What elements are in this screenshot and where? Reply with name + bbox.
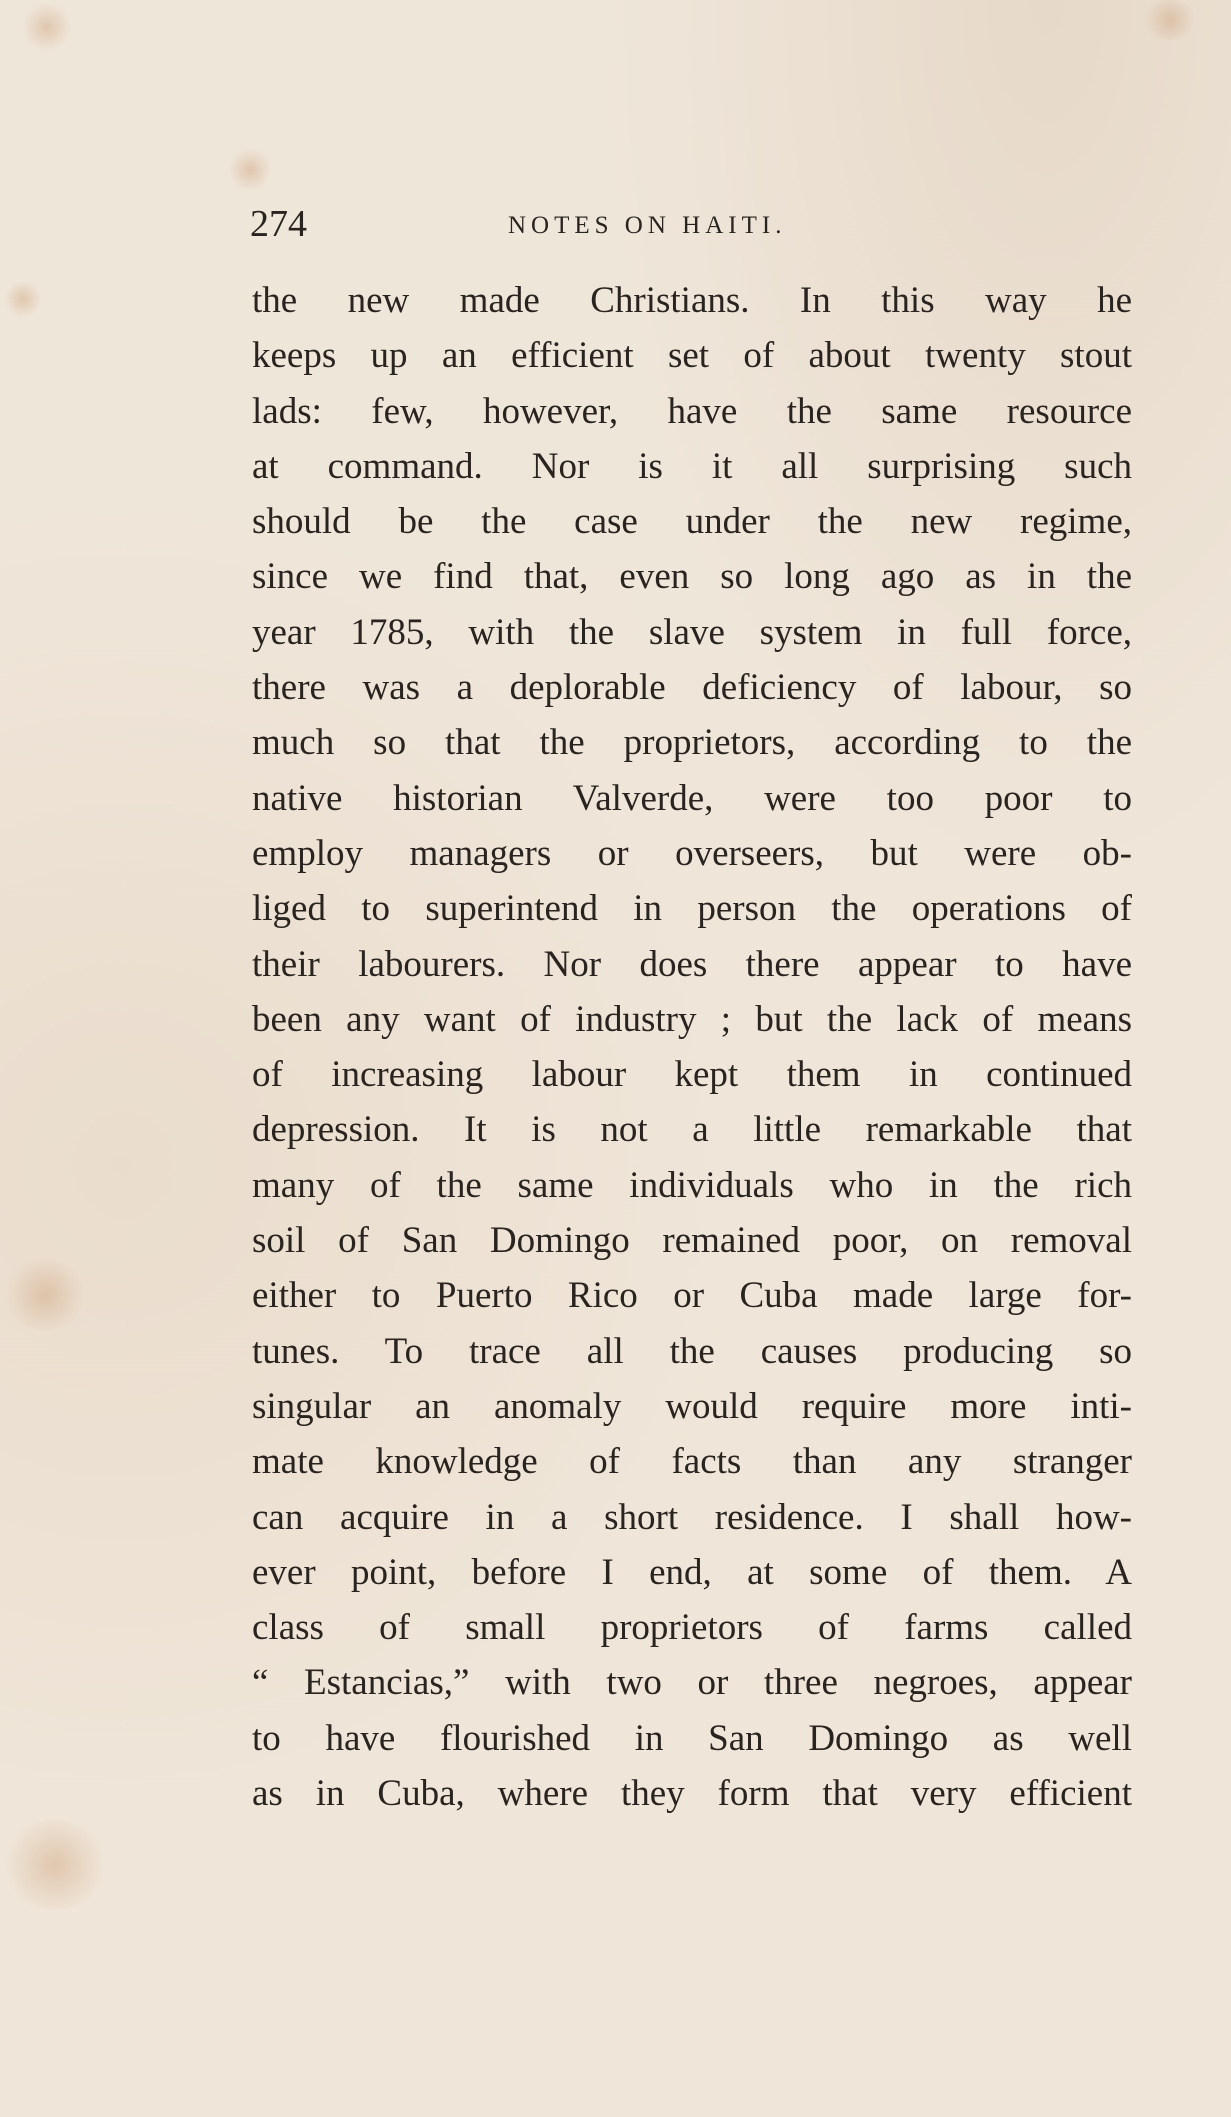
text-line: as in Cuba, where they form that very efficient [252, 1773, 1132, 1815]
page-number: 274 [250, 203, 307, 245]
text-line: can acquire in a short residence. I shall how- [252, 1496, 1132, 1538]
text-line: since we find that, even so long ago as in the [252, 556, 1132, 598]
text-line: liged to superintend in person the operations of [252, 888, 1132, 930]
foxing-stain [228, 148, 272, 192]
text-line: employ managers or overseers, but were ob- [252, 832, 1132, 874]
text-line: keeps up an efficient set of about twenty stout [252, 335, 1132, 377]
foxing-stain [1140, 0, 1200, 40]
text-line: there was a deplorable deficiency of labour, so [252, 667, 1132, 709]
foxing-stain [22, 2, 72, 52]
foxing-stain [0, 1820, 110, 1910]
foxing-stain [4, 280, 42, 318]
text-line: tunes. To trace all the causes producing so [252, 1330, 1132, 1372]
text-line: lads: few, however, have the same resource [252, 390, 1132, 432]
text-line: class of small proprietors of farms called [252, 1607, 1132, 1649]
text-line: to have flourished in San Domingo as well [252, 1717, 1132, 1759]
text-line: much so that the proprietors, according to the [252, 722, 1132, 764]
text-line: their labourers. Nor does there appear to have [252, 943, 1132, 985]
text-line: many of the same individuals who in the rich [252, 1164, 1132, 1206]
text-line: year 1785, with the slave system in full force, [252, 611, 1132, 653]
text-line: the new made Christians. In this way he [252, 280, 1132, 321]
text-line: soil of San Domingo remained poor, on removal [252, 1220, 1132, 1262]
page-header [250, 200, 1130, 250]
text-line: should be the case under the new regime, [252, 501, 1132, 543]
text-line: of increasing labour kept them in continued [252, 1054, 1132, 1096]
text-line: depression. It is not a little remarkable that [252, 1109, 1132, 1151]
text-line: been any want of industry ; but the lack of means [252, 998, 1132, 1040]
text-line: either to Puerto Rico or Cuba made large for- [252, 1275, 1132, 1317]
running-head: NOTES ON HAITI. [508, 212, 787, 239]
text-line: “ Estancias,” with two or three negroes, appear [252, 1662, 1132, 1704]
text-line: at command. Nor is it all surprising such [252, 445, 1132, 487]
text-line: native historian Valverde, were too poor to [252, 777, 1132, 819]
text-line: mate knowledge of facts than any stranger [252, 1441, 1132, 1483]
foxing-stain [0, 1260, 90, 1330]
body-text [252, 273, 1132, 1821]
text-line: ever point, before I end, at some of them. A [252, 1551, 1132, 1593]
text-line: singular an anomaly would require more inti- [252, 1385, 1132, 1427]
